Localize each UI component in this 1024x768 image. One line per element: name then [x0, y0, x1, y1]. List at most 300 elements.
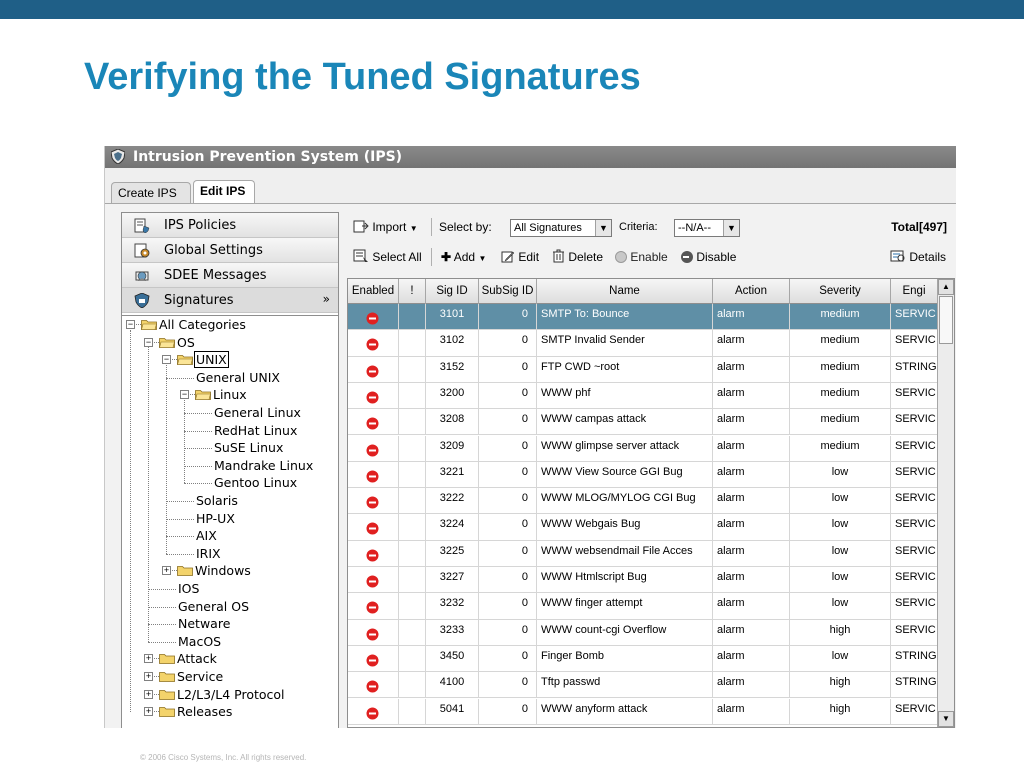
- tree-node-netware-label: Netware: [178, 616, 231, 632]
- col-enabled-cell: [348, 620, 399, 645]
- collapse-icon[interactable]: −: [163, 354, 170, 365]
- col-engine-cell: SERVIC: [891, 514, 938, 539]
- col-action-cell: alarm: [713, 541, 790, 566]
- col-name-cell: WWW phf: [537, 383, 713, 408]
- table-row[interactable]: [348, 620, 938, 646]
- expand-icon[interactable]: +: [145, 671, 152, 681]
- tree-node-redhat-linux-label: RedHat Linux: [214, 422, 298, 438]
- col-enabled-cell: [348, 330, 399, 355]
- col-sig-id-cell: 3221: [426, 462, 479, 487]
- tree-connector: [166, 501, 194, 502]
- disabled-icon: [366, 312, 379, 325]
- tree-node-irix-label: IRIX: [196, 545, 221, 561]
- tree-node-general-linux-label: General Linux: [214, 405, 301, 420]
- nav-item-sdee-messages[interactable]: [122, 263, 338, 288]
- col-name-cell: WWW finger attempt: [537, 593, 713, 618]
- col-action-cell: alarm: [713, 646, 790, 671]
- enable-check-icon: [615, 251, 627, 263]
- import-button[interactable]: [353, 212, 418, 244]
- col-name-cell: Finger Bomb: [537, 646, 713, 671]
- tree-node-macos[interactable]: [178, 633, 221, 650]
- collapse-chevron-icon[interactable]: »: [322, 292, 330, 306]
- tree-node-solaris[interactable]: [196, 492, 238, 509]
- col-name-cell: WWW Webgais Bug: [537, 514, 713, 539]
- col-engine-cell: SERVIC: [891, 409, 938, 434]
- col-severity-cell: low: [790, 514, 891, 539]
- expand-icon[interactable]: +: [145, 706, 152, 717]
- col-alert-cell: [399, 462, 426, 487]
- col-action-cell: alarm: [713, 567, 790, 592]
- folder-icon: [159, 689, 175, 700]
- tree-connector: [184, 400, 185, 483]
- import-label: Import: [372, 220, 407, 234]
- details-icon: [890, 250, 906, 263]
- table-row[interactable]: [348, 436, 938, 462]
- col-subsig-id-cell: 0: [479, 593, 537, 618]
- col-enabled-cell: [348, 436, 399, 461]
- disabled-icon: [366, 654, 379, 667]
- folder-icon: [159, 653, 175, 664]
- col-name-cell: WWW glimpse server attack: [537, 436, 713, 461]
- window-titlebar: [105, 146, 956, 168]
- table-row[interactable]: [348, 383, 938, 409]
- col-action-cell: alarm: [713, 409, 790, 434]
- tab-bar: [105, 168, 956, 204]
- tree-node-windows[interactable]: [195, 562, 251, 579]
- col-enabled-cell: [348, 488, 399, 513]
- tree-node-irix[interactable]: [196, 545, 221, 562]
- col-sig-id-cell: 3152: [426, 357, 479, 382]
- trash-icon: [552, 249, 565, 263]
- col-engine-cell: STRING: [891, 357, 938, 382]
- disabled-icon: [366, 522, 379, 535]
- col-severity-cell: low: [790, 593, 891, 618]
- table-row[interactable]: [348, 462, 938, 488]
- tree-connector: [166, 365, 167, 554]
- col-action-cell: alarm: [713, 488, 790, 513]
- col-engine-cell: SERVIC: [891, 383, 938, 408]
- col-name-cell: WWW anyform attack: [537, 699, 713, 724]
- col-alert-cell: [399, 672, 426, 697]
- plus-icon: ✚: [441, 250, 452, 264]
- shield-icon: [111, 149, 125, 164]
- tree-node-releases-label: Releases: [177, 704, 233, 720]
- col-action-cell: alarm: [713, 436, 790, 461]
- col-action-cell: alarm: [713, 330, 790, 355]
- col-engine-cell: SERVIC: [891, 567, 938, 592]
- table-row[interactable]: [348, 304, 938, 330]
- col-enabled-cell: [348, 514, 399, 539]
- tree-node-redhat-linux[interactable]: [214, 422, 297, 439]
- col-action-cell: alarm: [713, 357, 790, 382]
- tree-connector: [184, 448, 212, 449]
- tab-create-ips[interactable]: Create IPS: [111, 182, 191, 204]
- col-sig-id-cell: 3102: [426, 330, 479, 355]
- col-alert-cell: [399, 646, 426, 671]
- header-col-action[interactable]: Action: [713, 279, 790, 304]
- tree-node-hp-ux[interactable]: [196, 510, 235, 527]
- tree-node-windows-label: Windows: [195, 563, 251, 579]
- signatures-icon: [134, 293, 150, 308]
- tree-node-aix[interactable]: [196, 527, 217, 544]
- add-button[interactable]: [441, 244, 486, 272]
- tree-node-general-os[interactable]: [178, 598, 249, 615]
- disabled-icon: [366, 601, 379, 614]
- col-subsig-id-cell: 0: [479, 699, 537, 724]
- col-enabled-cell: [348, 646, 399, 671]
- tree-node-os[interactable]: [177, 334, 195, 351]
- select-by-dropdown[interactable]: [510, 219, 612, 237]
- col-action-cell: alarm: [713, 672, 790, 697]
- content-area: [105, 204, 956, 728]
- col-sig-id-cell: 3225: [426, 541, 479, 566]
- col-subsig-id-cell: 0: [479, 567, 537, 592]
- tree-node-unix-label: UNIX: [196, 352, 227, 368]
- col-name-cell: SMTP Invalid Sender: [537, 330, 713, 355]
- col-name-cell: WWW websendmail File Acces: [537, 541, 713, 566]
- col-alert-cell: [399, 383, 426, 408]
- tree-node-service-label: Service: [177, 669, 224, 684]
- col-alert-cell: [399, 488, 426, 513]
- criteria-value: --N/A--: [678, 222, 711, 234]
- col-engine-cell: SERVIC: [891, 699, 938, 724]
- tree-connector: [148, 624, 176, 625]
- delete-label: Delete: [568, 250, 604, 264]
- expand-icon[interactable]: +: [145, 688, 152, 699]
- col-severity-cell: medium: [790, 436, 891, 461]
- nav-item-ips-policies[interactable]: [122, 213, 338, 238]
- expand-icon[interactable]: +: [145, 653, 152, 664]
- col-subsig-id-cell: 0: [479, 409, 537, 434]
- col-action-cell: alarm: [713, 593, 790, 618]
- tree-node-general-os-label: General OS: [178, 598, 250, 614]
- header-col-name[interactable]: Name: [537, 279, 713, 304]
- col-enabled-cell: [348, 357, 399, 382]
- tree-node-unix[interactable]: [195, 351, 228, 368]
- select-by-value: All Signatures: [514, 222, 582, 234]
- col-sig-id-cell: 3232: [426, 593, 479, 618]
- select-all-icon: [353, 249, 369, 263]
- disabled-icon: [366, 549, 379, 562]
- collapse-icon[interactable]: −: [127, 319, 134, 329]
- col-name-cell: WWW MLOG/MYLOG CGI Bug: [537, 488, 713, 513]
- table-row[interactable]: [348, 541, 938, 567]
- col-severity-cell: high: [790, 699, 891, 724]
- tree-node-all-categories[interactable]: [159, 316, 246, 333]
- edit-button[interactable]: [501, 244, 539, 270]
- left-nav-panel: [121, 212, 339, 728]
- table-row[interactable]: [348, 488, 938, 514]
- filter-toolbar: [347, 212, 956, 242]
- col-sig-id-cell: 3450: [426, 646, 479, 671]
- disabled-icon: [366, 365, 379, 378]
- col-enabled-cell: [348, 462, 399, 487]
- edit-label: Edit: [518, 250, 540, 264]
- tree-node-attack[interactable]: [177, 650, 217, 667]
- enable-button[interactable]: [615, 244, 668, 270]
- disabled-icon: [366, 391, 379, 404]
- col-subsig-id-cell: 0: [479, 620, 537, 645]
- open-folder-icon: [177, 354, 193, 365]
- col-enabled-cell: [348, 699, 399, 724]
- col-subsig-id-cell: 0: [479, 462, 537, 487]
- tree-node-aix-label: AIX: [196, 528, 217, 544]
- tree-connector: [148, 347, 149, 642]
- criteria-dropdown[interactable]: [674, 219, 740, 237]
- col-subsig-id-cell: 0: [479, 304, 537, 329]
- disabled-icon: [366, 496, 379, 509]
- col-severity-cell: low: [790, 541, 891, 566]
- disabled-icon: [366, 470, 379, 483]
- col-subsig-id-cell: 0: [479, 436, 537, 461]
- select-all-label: Select All: [372, 250, 422, 264]
- folder-icon: [159, 706, 175, 717]
- tree-node-mandrake-linux-label: Mandrake Linux: [214, 457, 314, 473]
- tree-connector: [148, 607, 176, 608]
- tree-node-netware[interactable]: [178, 615, 230, 632]
- disabled-icon: [366, 417, 379, 430]
- scroll-up-icon[interactable]: ▲: [938, 279, 954, 295]
- col-engine-cell: SERVIC: [891, 593, 938, 618]
- col-sig-id-cell: 3200: [426, 383, 479, 408]
- col-severity-cell: high: [790, 672, 891, 697]
- chevron-down-icon: ▼: [723, 220, 739, 236]
- disable-button[interactable]: [681, 244, 736, 270]
- col-enabled-cell: [348, 304, 399, 329]
- tree-node-mandrake-linux[interactable]: [214, 457, 313, 474]
- col-action-cell: alarm: [713, 462, 790, 487]
- col-alert-cell: [399, 514, 426, 539]
- col-alert-cell: [399, 620, 426, 645]
- tree-node-l2-l3-l4-protocol-label: L2/L3/L4 Protocol: [177, 686, 285, 702]
- col-sig-id-cell: 3224: [426, 514, 479, 539]
- disabled-icon: [366, 444, 379, 457]
- tree-node-general-unix-label: General UNIX: [196, 369, 280, 385]
- tree-connector: [166, 519, 194, 520]
- tree-node-macos-label: MacOS: [178, 633, 222, 649]
- slide-top-bar: [0, 0, 1024, 19]
- tree-connector: [166, 554, 194, 555]
- tree-node-gentoo-linux-label: Gentoo Linux: [214, 475, 298, 491]
- col-sig-id-cell: 5041: [426, 699, 479, 724]
- col-severity-cell: low: [790, 646, 891, 671]
- header-col-sig-id[interactable]: Sig ID: [426, 279, 479, 304]
- signature-table: [347, 278, 955, 728]
- col-sig-id-cell: 3208: [426, 409, 479, 434]
- slide-title: Verifying the Tuned Signatures: [84, 56, 641, 98]
- col-engine-cell: STRING: [891, 672, 938, 697]
- disabled-icon: [366, 628, 379, 641]
- disabled-icon: [366, 680, 379, 693]
- col-alert-cell: [399, 699, 426, 724]
- col-subsig-id-cell: 0: [479, 383, 537, 408]
- table-row[interactable]: [348, 409, 938, 435]
- table-row[interactable]: [348, 330, 938, 356]
- col-action-cell: alarm: [713, 304, 790, 329]
- tree-node-ios-label: IOS: [178, 581, 200, 596]
- col-engine-cell: SERVIC: [891, 462, 938, 487]
- tree-node-suse-linux[interactable]: [214, 439, 283, 456]
- nav-label-ips-policies: IPS Policies: [164, 218, 237, 233]
- collapse-icon[interactable]: −: [145, 336, 152, 347]
- col-severity-cell: medium: [790, 409, 891, 434]
- col-enabled-cell: [348, 541, 399, 566]
- expand-icon[interactable]: +: [163, 565, 170, 576]
- col-subsig-id-cell: 0: [479, 646, 537, 671]
- col-alert-cell: [399, 593, 426, 618]
- enable-label: Enable: [630, 250, 668, 264]
- table-row[interactable]: [348, 567, 938, 593]
- total-count: Total[497]: [891, 220, 947, 234]
- col-severity-cell: low: [790, 488, 891, 513]
- col-enabled-cell: [348, 593, 399, 618]
- col-name-cell: FTP CWD ~root: [537, 357, 713, 382]
- chevron-down-icon: ▼: [595, 220, 611, 236]
- tree-node-l2-l3-l4-protocol[interactable]: [177, 686, 285, 703]
- tree-connector: [184, 431, 212, 432]
- col-name-cell: WWW View Source GGI Bug: [537, 462, 713, 487]
- col-enabled-cell: [348, 383, 399, 408]
- import-icon: [353, 220, 369, 233]
- col-alert-cell: [399, 409, 426, 434]
- collapse-icon[interactable]: −: [181, 389, 188, 400]
- col-sig-id-cell: 3209: [426, 436, 479, 461]
- tab-edit-ips[interactable]: Edit IPS: [193, 180, 255, 204]
- slide-footer: © 2006 Cisco Systems, Inc. All rights reserved.: [140, 753, 307, 762]
- vertical-scrollbar[interactable]: [937, 279, 954, 727]
- global-settings-icon: [134, 243, 150, 258]
- disable-label: Disable: [696, 250, 737, 264]
- col-severity-cell: medium: [790, 357, 891, 382]
- col-alert-cell: [399, 330, 426, 355]
- open-folder-icon: [141, 319, 157, 330]
- tree-connector: [130, 330, 131, 713]
- col-name-cell: SMTP To: Bounce: [537, 304, 713, 329]
- table-row[interactable]: [348, 699, 938, 725]
- col-action-cell: alarm: [713, 383, 790, 408]
- tree-node-linux[interactable]: [213, 386, 247, 403]
- tree-node-all-categories-label: All Categories: [159, 317, 246, 332]
- scroll-down-icon[interactable]: ▼: [938, 711, 954, 727]
- nav-item-global-settings[interactable]: [122, 238, 338, 263]
- details-label: Details: [909, 250, 947, 264]
- tree-connector: [184, 466, 212, 467]
- col-severity-cell: high: [790, 620, 891, 645]
- window-title: Intrusion Prevention System (IPS): [133, 149, 403, 165]
- tree-node-service[interactable]: [177, 668, 223, 685]
- col-enabled-cell: [348, 672, 399, 697]
- table-row[interactable]: [348, 672, 938, 698]
- tree-node-general-unix[interactable]: [196, 369, 280, 386]
- delete-button[interactable]: [552, 244, 603, 270]
- col-action-cell: alarm: [713, 699, 790, 724]
- header-col-subsig-id[interactable]: SubSig ID: [479, 279, 537, 304]
- col-severity-cell: low: [790, 462, 891, 487]
- toolbar-separator: [431, 248, 432, 266]
- header-col-alert[interactable]: !: [399, 279, 426, 304]
- header-col-enabled[interactable]: Enabled: [348, 279, 399, 304]
- tree-connector: [148, 642, 176, 643]
- header-col-engine[interactable]: Engi: [891, 279, 938, 304]
- sdee-messages-icon: [134, 268, 150, 283]
- col-name-cell: WWW Htmlscript Bug: [537, 567, 713, 592]
- col-engine-cell: SERVIC: [891, 304, 938, 329]
- col-alert-cell: [399, 567, 426, 592]
- dropdown-arrow-icon: ▼: [478, 254, 487, 263]
- col-name-cell: WWW campas attack: [537, 409, 713, 434]
- details-button[interactable]: [890, 244, 946, 270]
- col-name-cell: WWW count-cgi Overflow: [537, 620, 713, 645]
- disabled-icon: [366, 707, 379, 720]
- tree-connector: [184, 483, 212, 484]
- col-subsig-id-cell: 0: [479, 357, 537, 382]
- col-sig-id-cell: 3227: [426, 567, 479, 592]
- col-subsig-id-cell: 0: [479, 672, 537, 697]
- tree-node-ios[interactable]: [178, 580, 199, 597]
- table-row[interactable]: [348, 593, 938, 619]
- tree-node-general-linux[interactable]: [214, 404, 301, 421]
- select-all-button[interactable]: [353, 244, 422, 270]
- tree-node-os-label: OS: [177, 334, 195, 350]
- col-engine-cell: SERVIC: [891, 330, 938, 355]
- col-engine-cell: SERVIC: [891, 436, 938, 461]
- disable-minus-icon: [681, 251, 693, 263]
- tree-node-hp-ux-label: HP-UX: [196, 510, 235, 526]
- tree-connector: [184, 413, 212, 414]
- col-engine-cell: SERVIC: [891, 620, 938, 645]
- col-alert-cell: [399, 304, 426, 329]
- col-enabled-cell: [348, 409, 399, 434]
- tree-connector: [148, 589, 176, 590]
- col-sig-id-cell: 3101: [426, 304, 479, 329]
- header-col-severity[interactable]: Severity: [790, 279, 891, 304]
- criteria-label: Criteria:: [619, 221, 658, 233]
- col-engine-cell: SERVIC: [891, 488, 938, 513]
- table-row[interactable]: [348, 357, 938, 383]
- col-alert-cell: [399, 436, 426, 461]
- nav-item-signatures[interactable]: [122, 288, 338, 313]
- dropdown-arrow-icon: ▼: [409, 224, 418, 233]
- nav-label-signatures: Signatures: [164, 293, 234, 308]
- col-sig-id-cell: 3233: [426, 620, 479, 645]
- table-row[interactable]: [348, 514, 938, 540]
- nav-label-global-settings: Global Settings: [164, 243, 263, 258]
- action-toolbar: [347, 244, 956, 270]
- folder-icon: [177, 565, 193, 576]
- category-tree: [122, 315, 338, 728]
- col-engine-cell: STRING: [891, 646, 938, 671]
- disabled-icon: [366, 338, 379, 351]
- table-header: [348, 279, 938, 304]
- col-severity-cell: medium: [790, 383, 891, 408]
- tree-node-solaris-label: Solaris: [196, 493, 238, 508]
- scroll-thumb[interactable]: [939, 296, 953, 344]
- tree-node-gentoo-linux[interactable]: [214, 474, 297, 491]
- toolbar-separator: [431, 218, 432, 236]
- folder-icon: [159, 671, 175, 682]
- ips-window: [104, 146, 956, 728]
- col-alert-cell: [399, 357, 426, 382]
- col-action-cell: alarm: [713, 620, 790, 645]
- col-sig-id-cell: 3222: [426, 488, 479, 513]
- col-severity-cell: medium: [790, 330, 891, 355]
- col-enabled-cell: [348, 567, 399, 592]
- col-severity-cell: medium: [790, 304, 891, 329]
- tree-node-releases[interactable]: [177, 703, 232, 720]
- disabled-icon: [366, 575, 379, 588]
- table-row[interactable]: [348, 646, 938, 672]
- ips-policies-icon: [134, 218, 150, 233]
